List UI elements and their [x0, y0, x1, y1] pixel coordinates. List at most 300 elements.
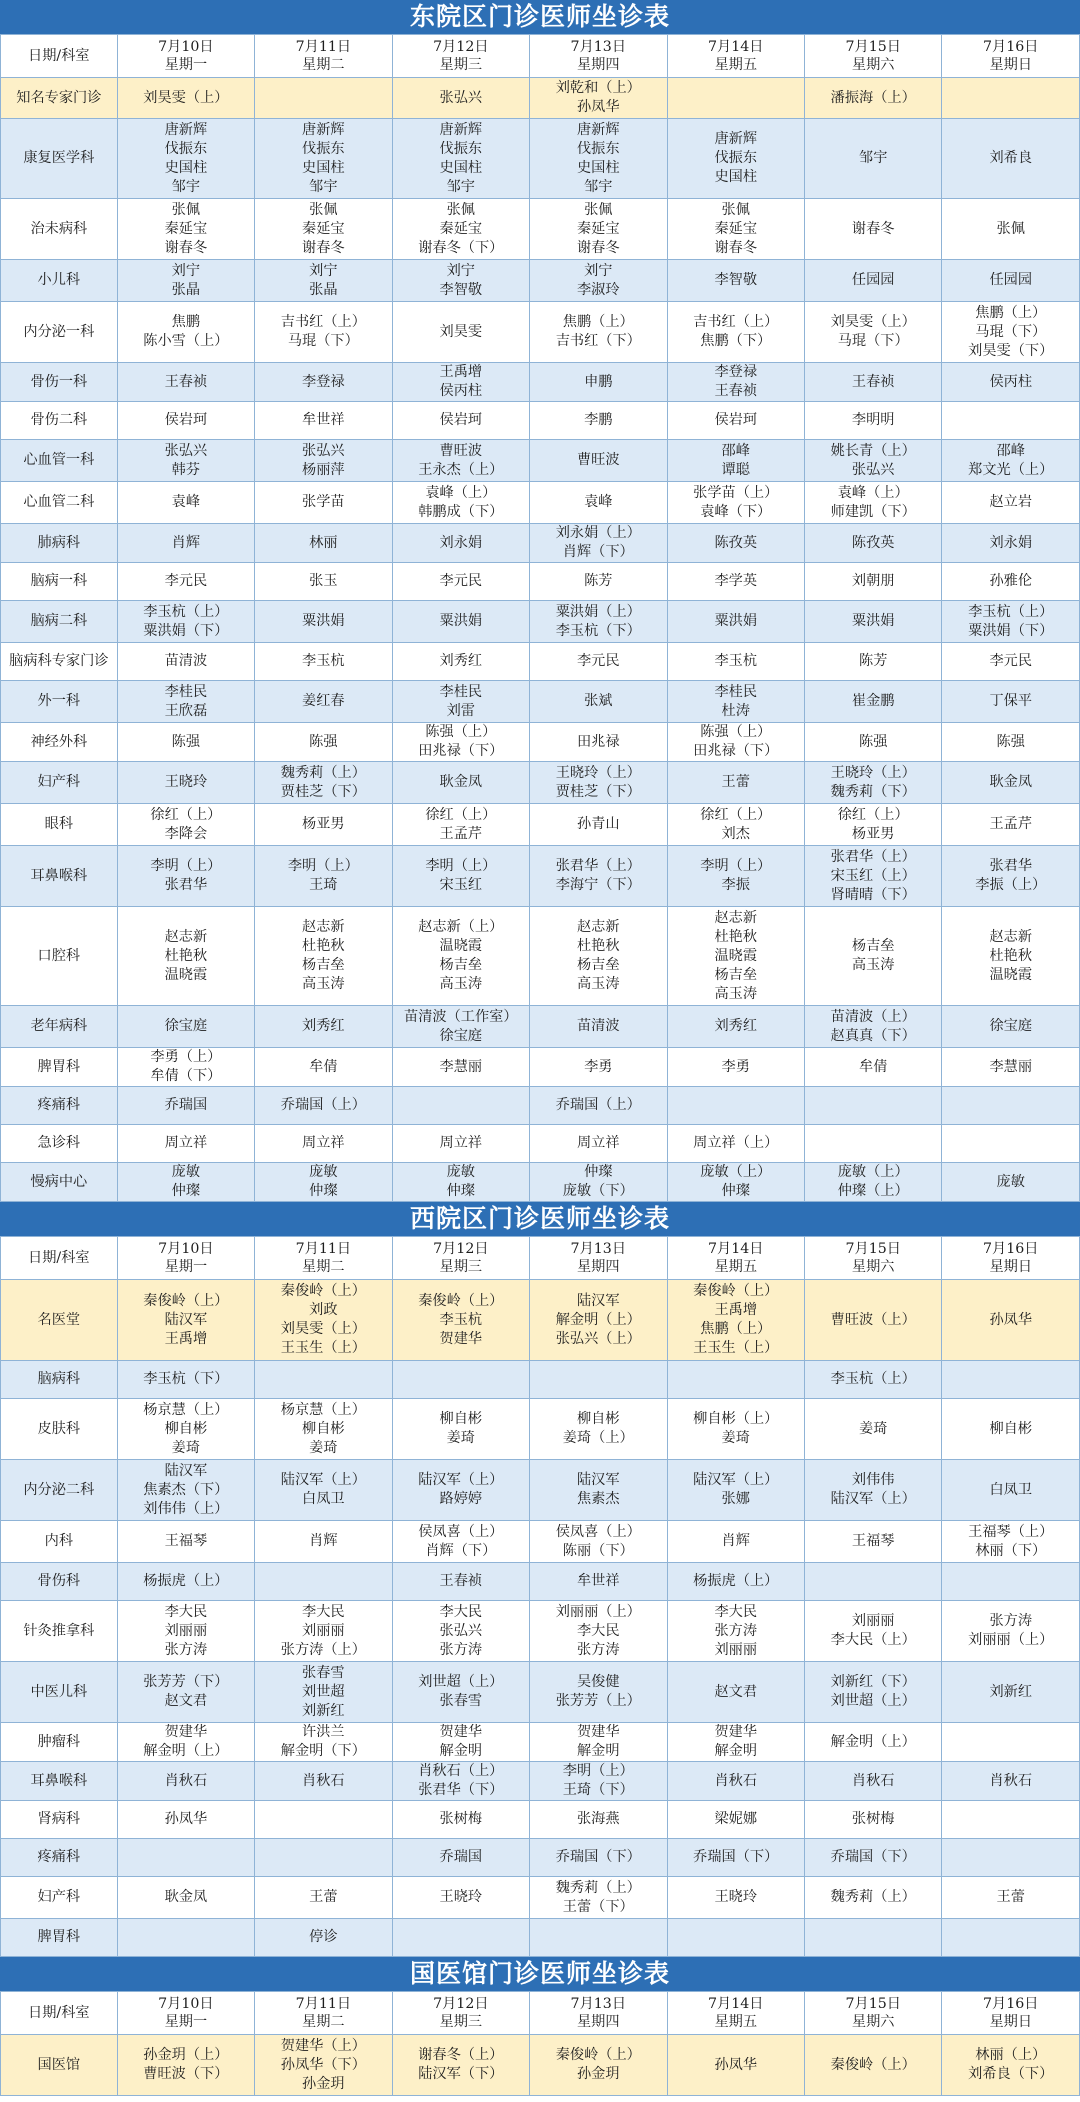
doctor-name: 徐宝庭	[164, 1018, 208, 1034]
schedule-cell	[117, 723, 254, 762]
doctor-name: 李鹏	[584, 412, 613, 428]
department-name: 中医儿科	[1, 1662, 118, 1723]
schedule-cell	[804, 1163, 941, 1202]
corner-label: 日期/科室	[1, 1237, 118, 1280]
department-name: 心血管二科	[1, 482, 118, 524]
doctor-name: 肖秋石	[989, 1772, 1033, 1789]
schedule-cell	[667, 1563, 804, 1601]
doctor-name: 李明（上）	[150, 858, 222, 874]
doctor-name: 贺建华	[164, 1724, 208, 1740]
doctor-name: 刘昊雯（上）	[280, 1321, 366, 1337]
schedule-cell	[530, 563, 667, 601]
schedule-cell	[804, 1280, 941, 1361]
doctor-name: 许洪兰	[302, 1724, 345, 1740]
doctor-name: 停诊	[309, 1929, 338, 1945]
doctor-name: 袁峰	[584, 494, 613, 510]
schedule-cell	[942, 1125, 1080, 1163]
day-date: 7月11日	[295, 39, 352, 55]
day-weekday: 星期日	[989, 1259, 1033, 1275]
department-name: 皮肤科	[1, 1399, 118, 1460]
schedule-cell	[392, 1521, 529, 1563]
doctor-name: 李明明	[851, 412, 895, 428]
schedule-cell	[804, 78, 941, 119]
doctor-name: 张弘兴	[302, 442, 345, 459]
schedule-cell	[255, 1280, 392, 1361]
table-row	[1, 1839, 1080, 1877]
doctor-name: 杜艳秋	[576, 938, 620, 954]
schedule-cell	[117, 402, 254, 440]
doctor-name: 刘丽丽	[164, 1622, 208, 1639]
doctor-name: 侯丙柱	[439, 383, 483, 399]
doctor-name: 李智敬	[439, 281, 483, 298]
doctor-name: 白凤卫	[989, 1481, 1033, 1498]
schedule-cell	[255, 1723, 392, 1762]
doctor-name: 庞敏	[309, 1164, 338, 1180]
schedule-cell	[255, 1521, 392, 1563]
table-row	[1, 1399, 1080, 1460]
doctor-name: 吉书红（下）	[555, 333, 641, 349]
schedule-cell	[942, 524, 1080, 563]
schedule-cell	[804, 1399, 941, 1460]
schedule-cell	[667, 681, 804, 723]
schedule-cell	[392, 402, 529, 440]
department-name: 耳鼻喉科	[1, 846, 118, 907]
doctor-name: 李大民	[302, 1603, 345, 1620]
doctor-name: 刘丽丽（上）	[968, 1632, 1054, 1648]
doctor-name: 刘丽丽	[302, 1622, 345, 1639]
doctor-name: 李大民	[714, 1603, 758, 1620]
doctor-name: 邹宇	[859, 150, 888, 166]
doctor-name: 陈芳	[584, 573, 613, 589]
doctor-name: 秦俊岭（上）	[555, 2047, 641, 2063]
doctor-name: 王晓玲	[439, 1889, 483, 1905]
schedule-cell	[392, 1399, 529, 1460]
doctor-name: 刘伟伟	[851, 1472, 895, 1488]
doctor-name: 伐振东	[576, 140, 620, 157]
schedule-cell	[255, 601, 392, 643]
schedule-cell	[530, 1601, 667, 1662]
doctor-name: 刘宁	[171, 262, 201, 279]
doctor-name: 陈孜英	[714, 534, 758, 551]
schedule-cell	[392, 1087, 529, 1125]
doctor-name: 伐振东	[714, 150, 758, 166]
schedule-cell	[667, 1839, 804, 1877]
doctor-name: 庞敏（下）	[562, 1183, 634, 1199]
day-weekday: 星期三	[439, 57, 483, 73]
schedule-cell	[392, 1601, 529, 1662]
doctor-name: 李玉杭（下）	[555, 622, 641, 639]
doctor-name: 杨振虎（上）	[143, 1573, 229, 1589]
schedule-cell	[804, 1563, 941, 1601]
doctor-name: 王玉生（上）	[693, 1340, 779, 1356]
doctor-name: 耿金凤	[439, 774, 483, 790]
department-name: 眼科	[1, 804, 118, 846]
department-name: 小儿科	[1, 260, 118, 302]
doctor-name: 陈强	[859, 733, 888, 750]
doctor-name: 温晓霞	[714, 947, 758, 964]
schedule-cell	[530, 1521, 667, 1563]
doctor-name: 陆汉军	[164, 1462, 208, 1479]
doctor-name: 邹宇	[446, 178, 475, 195]
schedule-cell	[942, 1048, 1080, 1087]
doctor-name: 陈芳	[859, 653, 888, 669]
day-weekday: 星期四	[576, 2014, 620, 2030]
doctor-name: 赵文君	[714, 1683, 758, 1700]
doctor-name: 王禹增	[439, 364, 483, 380]
schedule-cell	[117, 260, 254, 302]
schedule-cell	[117, 302, 254, 363]
doctor-name: 刘朝朋	[851, 573, 895, 589]
doctor-name: 任园园	[851, 272, 895, 288]
schedule-cell	[255, 762, 392, 804]
doctor-name: 杜涛	[721, 702, 750, 719]
department-name: 疼痛科	[1, 1839, 118, 1877]
doctor-name: 柳自彬	[439, 1411, 483, 1427]
schedule-cell	[530, 1163, 667, 1202]
table-row	[1, 302, 1080, 363]
schedule-cell	[942, 563, 1080, 601]
doctor-name: 孙金玥（上）	[143, 2047, 229, 2063]
day-weekday: 星期六	[851, 57, 895, 73]
schedule-cell	[530, 1361, 667, 1399]
doctor-name: 解金明（上）	[555, 1311, 641, 1328]
schedule-cell	[530, 1280, 667, 1361]
schedule-cell	[804, 524, 941, 563]
day-weekday: 星期四	[576, 57, 620, 73]
schedule-cell	[392, 762, 529, 804]
doctor-name: 张弘兴	[851, 461, 895, 478]
doctor-name: 王禹增	[714, 1302, 758, 1318]
doctor-name: 贺建华	[439, 1330, 483, 1347]
department-name: 脑病二科	[1, 601, 118, 643]
schedule-cell	[255, 1163, 392, 1202]
schedule-cell	[804, 1877, 941, 1919]
schedule-cell	[255, 78, 392, 119]
doctor-name: 徐宝庭	[989, 1018, 1033, 1034]
schedule-cell	[117, 1839, 254, 1877]
doctor-name: 秦延宝	[302, 220, 345, 237]
day-date: 7月13日	[570, 1996, 627, 2012]
doctor-name: 肖秋石	[851, 1772, 895, 1789]
doctor-name: 刘永娟	[989, 534, 1033, 551]
schedule-cell	[667, 1919, 804, 1957]
doctor-name: 刘新红	[302, 1702, 345, 1719]
day-date: 7月14日	[708, 1241, 764, 1257]
doctor-name: 张方涛（上）	[280, 1641, 366, 1658]
day-header	[530, 35, 667, 78]
doctor-name: 田兆禄	[576, 733, 620, 750]
schedule-cell	[392, 1839, 529, 1877]
doctor-name: 张方涛	[714, 1622, 758, 1639]
schedule-cell	[392, 1006, 529, 1048]
doctor-name: 白凤卫	[302, 1491, 345, 1507]
doctor-name: 庞敏（上）	[837, 1164, 909, 1180]
doctor-name: 焦鹏（下）	[700, 333, 772, 349]
day-weekday: 星期一	[164, 57, 208, 73]
doctor-name: 肖秋石	[302, 1772, 345, 1789]
doctor-name: 周立祥	[302, 1135, 345, 1151]
doctor-name: 张佩	[171, 201, 201, 218]
doctor-name: 张晶	[171, 281, 201, 298]
doctor-name: 刘秀红	[302, 1018, 345, 1034]
doctor-name: 孙凤华	[714, 2056, 758, 2073]
doctor-name: 刘丽丽	[851, 1613, 895, 1629]
schedule-cell	[942, 1087, 1080, 1125]
day-header	[667, 1237, 804, 1280]
doctor-name: 李明（上）	[562, 1763, 634, 1779]
table-row	[1, 601, 1080, 643]
doctor-name: 林丽	[309, 534, 338, 551]
doctor-name: 王欣磊	[164, 702, 208, 719]
doctor-name: 李大民（上）	[830, 1632, 916, 1648]
doctor-name: 张方涛	[439, 1641, 483, 1658]
schedule-cell	[117, 1877, 254, 1919]
day-header	[117, 1237, 254, 1280]
schedule-cell	[392, 723, 529, 762]
doctor-name: 仲璨	[446, 1183, 475, 1199]
doctor-name: 粟洪娟	[714, 613, 758, 629]
day-date: 7月16日	[982, 39, 1039, 55]
doctor-name: 陆汉军（上）	[418, 1472, 504, 1488]
schedule-cell	[117, 199, 254, 260]
doctor-name: 袁峰（上）	[837, 484, 909, 501]
doctor-name: 王福琴	[851, 1533, 895, 1549]
doctor-name: 解金明（上）	[830, 1733, 916, 1750]
doctor-name: 伐振东	[439, 140, 483, 157]
day-date: 7月15日	[845, 39, 901, 55]
doctor-name: 李元民	[164, 573, 208, 589]
department-name: 妇产科	[1, 762, 118, 804]
department-name: 康复医学科	[1, 119, 118, 199]
schedule-cell	[255, 1087, 392, 1125]
day-weekday: 星期五	[714, 57, 758, 73]
schedule-cell	[392, 1877, 529, 1919]
schedule-cell	[667, 1048, 804, 1087]
schedule-cell	[667, 119, 804, 199]
doctor-name: 周立祥（上）	[693, 1135, 779, 1151]
day-weekday: 星期日	[989, 2014, 1033, 2030]
doctor-name: 赵志新	[989, 928, 1033, 945]
doctor-name: 柳自彬	[302, 1420, 345, 1437]
doctor-name: 肖辉	[721, 1533, 750, 1549]
doctor-name: 李登禄	[302, 373, 345, 390]
schedule-cell	[667, 1521, 804, 1563]
schedule-cell	[530, 846, 667, 907]
schedule-cell	[804, 681, 941, 723]
doctor-name: 高玉涛	[439, 976, 483, 992]
schedule-cell	[255, 302, 392, 363]
doctor-name: 肾晴晴（下）	[830, 886, 916, 903]
doctor-name: 唐新辉	[439, 121, 483, 138]
doctor-name: 刘永娟（上）	[555, 525, 641, 541]
doctor-name: 张芳芳（下）	[143, 1674, 229, 1690]
doctor-name: 张晶	[309, 281, 338, 298]
schedule-cell	[255, 1839, 392, 1877]
schedule-cell	[804, 1723, 941, 1762]
doctor-name: 王孟芹	[439, 825, 483, 842]
schedule-cell	[255, 1877, 392, 1919]
schedule-cell	[117, 1762, 254, 1801]
doctor-name: 陈强（上）	[700, 724, 772, 740]
doctor-name: 王蕾（下）	[562, 1898, 634, 1915]
doctor-name: 姜琦	[446, 1430, 475, 1446]
schedule-cell	[255, 563, 392, 601]
doctor-name: 秦延宝	[576, 220, 620, 237]
doctor-name: 张弘兴（上）	[555, 1330, 641, 1347]
schedule-cell	[392, 1048, 529, 1087]
schedule-cell	[942, 1006, 1080, 1048]
doctor-name: 潘振海（上）	[830, 89, 916, 106]
doctor-name: 张佩	[584, 201, 613, 218]
doctor-name: 秦俊岭（上）	[418, 1292, 504, 1309]
doctor-name: 张君华（上）	[555, 858, 641, 874]
day-date: 7月12日	[433, 39, 489, 55]
department-name: 知名专家门诊	[1, 78, 118, 119]
doctor-name: 王晓玲（上）	[555, 764, 641, 781]
schedule-cell	[392, 804, 529, 846]
doctor-name: 乔瑞国（下）	[693, 1849, 779, 1865]
schedule-cell	[942, 1877, 1080, 1919]
doctor-name: 刘杰	[721, 825, 750, 842]
doctor-name: 李玉杭（上）	[143, 603, 229, 620]
schedule-cell	[804, 563, 941, 601]
schedule-cell	[667, 1125, 804, 1163]
doctor-name: 陆汉军（上）	[280, 1472, 366, 1488]
day-header	[804, 1992, 941, 2035]
doctor-name: 肖秋石（上）	[418, 1763, 504, 1779]
doctor-name: 李勇	[584, 1058, 613, 1075]
table-row	[1, 1801, 1080, 1839]
doctor-name: 曹旺波	[439, 442, 483, 459]
schedule-cell	[392, 260, 529, 302]
doctor-name: 孙青山	[576, 816, 620, 832]
schedule-cell	[530, 199, 667, 260]
doctor-name: 李学英	[714, 573, 758, 589]
schedule-cell	[942, 1361, 1080, 1399]
doctor-name: 苗清波	[576, 1018, 620, 1034]
schedule-cell	[667, 1723, 804, 1762]
doctor-name: 仲璨	[309, 1183, 338, 1199]
doctor-name: 赵志新	[714, 909, 758, 926]
schedule-cell	[117, 846, 254, 907]
doctor-name: 徐红（上）	[700, 806, 772, 823]
schedule-cell	[804, 363, 941, 402]
doctor-name: 梁妮娜	[714, 1811, 758, 1827]
doctor-name: 马琨（下）	[287, 333, 359, 349]
schedule-cell	[117, 363, 254, 402]
doctor-name: 徐红（上）	[425, 806, 497, 823]
schedule-cell	[530, 1662, 667, 1723]
doctor-name: 李大民	[439, 1603, 483, 1620]
doctor-name: 柳自彬	[576, 1411, 620, 1427]
doctor-name: 李慧丽	[989, 1058, 1033, 1075]
day-date: 7月10日	[158, 1996, 214, 2012]
table-row	[1, 199, 1080, 260]
doctor-name: 粟洪娟	[851, 613, 895, 629]
table-row	[1, 907, 1080, 1006]
doctor-name: 陆汉军	[576, 1292, 620, 1309]
schedule-cell	[942, 78, 1080, 119]
section-title: 国医馆门诊医师坐诊表	[0, 1957, 1080, 1991]
schedule-cell	[942, 1399, 1080, 1460]
schedule-cell	[117, 563, 254, 601]
schedule-cell	[530, 2035, 667, 2096]
doctor-name: 曹旺波（上）	[830, 1311, 916, 1328]
doctor-name: 肖辉（下）	[562, 544, 634, 560]
doctor-name: 焦鹏	[171, 314, 201, 330]
schedule-cell	[392, 681, 529, 723]
schedule-cell	[804, 601, 941, 643]
doctor-name: 贺建华	[714, 1724, 758, 1740]
doctor-name: 刘新红（下）	[830, 1674, 916, 1690]
doctor-name: 周立祥	[439, 1135, 483, 1151]
doctor-name: 张弘兴	[164, 442, 208, 459]
doctor-name: 李桂民	[439, 683, 483, 700]
schedule-cell	[117, 1563, 254, 1601]
day-date: 7月11日	[295, 1996, 352, 2012]
day-header	[667, 35, 804, 78]
doctor-name: 任园园	[989, 272, 1033, 288]
schedule-cell	[530, 723, 667, 762]
doctor-name: 刘世超	[302, 1683, 345, 1700]
doctor-name: 张海燕	[576, 1811, 620, 1827]
table-row	[1, 1006, 1080, 1048]
day-date: 7月13日	[570, 39, 627, 55]
doctor-name: 肖辉（下）	[425, 1542, 497, 1559]
schedule-cell	[255, 643, 392, 681]
doctor-name: 秦俊岭（上）	[143, 1292, 229, 1309]
schedule-cell	[117, 1662, 254, 1723]
table-row	[1, 804, 1080, 846]
department-name: 脑病科专家门诊	[1, 643, 118, 681]
doctor-name: 孙金玥	[302, 2075, 345, 2092]
doctor-name: 杨亚男	[302, 816, 345, 832]
doctor-name: 张斌	[584, 693, 613, 709]
table-row	[1, 482, 1080, 524]
schedule-cell	[667, 1163, 804, 1202]
schedule-cell	[392, 1723, 529, 1762]
schedule-cell	[117, 1521, 254, 1563]
doctor-name: 魏秀莉（下）	[830, 783, 916, 800]
doctor-name: 贾桂芝（下）	[280, 783, 366, 800]
doctor-name: 吉书红（上）	[280, 314, 366, 330]
schedule-cell	[667, 363, 804, 402]
schedule-cell	[942, 1801, 1080, 1839]
schedule-cell	[942, 2035, 1080, 2096]
schedule-cell	[667, 524, 804, 563]
doctor-name: 姚长青（上）	[830, 442, 916, 459]
schedule-table	[0, 1991, 1080, 2096]
doctor-name: 李大民	[164, 1603, 208, 1620]
schedule-cell	[117, 1087, 254, 1125]
doctor-name: 仲璨	[721, 1183, 750, 1199]
doctor-name: 孙金玥	[576, 2066, 620, 2082]
doctor-name: 仲璨	[584, 1164, 613, 1180]
doctor-name: 孙凤华	[989, 1311, 1033, 1328]
section-title: 东院区门诊医师坐诊表	[0, 0, 1080, 34]
department-name: 骨伤二科	[1, 402, 118, 440]
doctor-name: 杨吉垒	[851, 938, 895, 954]
doctor-name: 林丽（上）	[975, 2047, 1047, 2063]
doctor-name: 焦鹏（上）	[975, 304, 1047, 321]
schedule-cell	[942, 1280, 1080, 1361]
department-name: 脾胃科	[1, 1919, 118, 1957]
schedule-cell	[667, 1460, 804, 1521]
day-date: 7月12日	[433, 1241, 489, 1257]
schedule-cell	[530, 524, 667, 563]
doctor-name: 王春祯	[164, 373, 208, 390]
doctor-name: 牟世祥	[302, 412, 345, 428]
